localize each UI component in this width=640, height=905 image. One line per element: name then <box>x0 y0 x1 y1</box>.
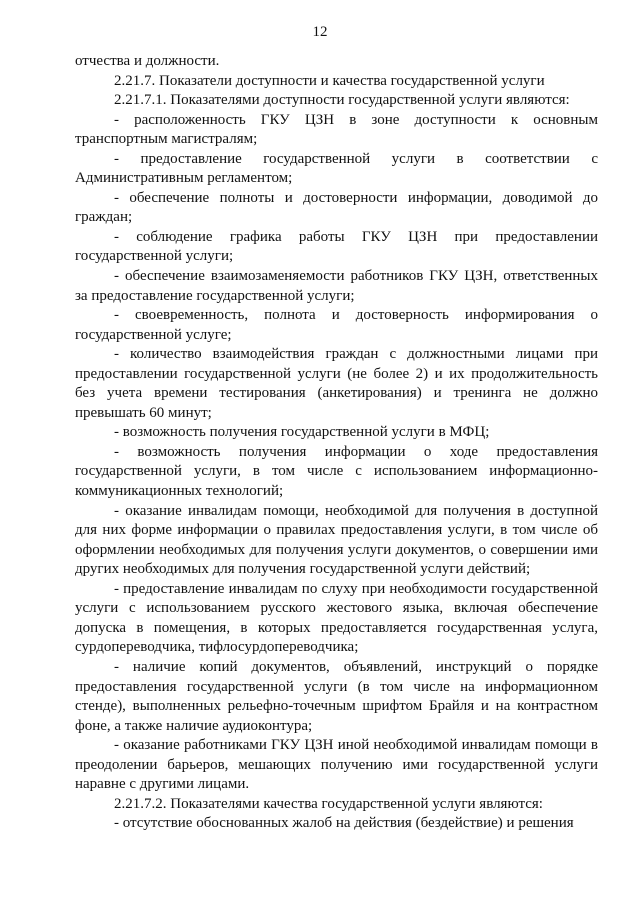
subsection-heading-2-21-7-1: 2.21.7.1. Показателями доступности государственной услуги являются: <box>114 92 570 109</box>
paragraph-continuation: отчества и должности. <box>75 53 220 69</box>
list-item: - соблюдение графика работы ГКУ ЦЗН при предоставлении государственной услуги; <box>75 228 598 265</box>
page-number: 12 <box>312 24 328 40</box>
section-heading-2-21-7: 2.21.7. Показатели доступности и качества государственной услуги <box>114 72 545 89</box>
list-item: - расположенность ГКУ ЦЗН в зоне доступности к основным транспортным магистралям; <box>75 111 598 148</box>
list-item: - обеспечение полноты и достоверности информации, доводимой до граждан; <box>75 189 598 226</box>
list-item: - своевременность, полнота и достоверность информирования о государственной услуге; <box>75 307 598 343</box>
list-item: - оказание инвалидам помощи, необходимой для получения в доступной для них форме информации о правилах предоставления услуги, в том числе об оформлении необходимых для получения услуги документов, о совершении ими других необходимых для получения государственной услуги действий; <box>75 502 598 578</box>
list-item: - предоставление инвалидам по слуху при необходимости государственной услуги с использованием русского жестового языка, включая обеспечение допуска в помещения, в которых предоставляется государственная услуга, сурдопереводчика, тифлосурдопереводчика; <box>75 580 598 656</box>
list-item: - отсутствие обоснованных жалоб на действия (бездействие) и решения <box>114 815 574 832</box>
list-item: - возможность получения информации о ходе предоставления государственной услуги, в том числе с использованием информационно-коммуникационных технологий; <box>75 443 598 500</box>
list-item: - возможность получения государственной услуги в МФЦ; <box>114 424 490 441</box>
list-item: - количество взаимодействия граждан с должностными лицами при предоставлении государственной услуги (не более 2) и их продолжительность без учета времени тестирования (анкетирования) и тренинга не должно превышать 60 минут; <box>75 346 598 421</box>
subsection-heading-2-21-7-2: 2.21.7.2. Показателями качества государственной услуги являются: <box>114 795 543 812</box>
list-item: - предоставление государственной услуги в соответствии с Административным регламентом; <box>75 150 598 187</box>
list-item: - обеспечение взаимозаменяемости работников ГКУ ЦЗН, ответственных за предоставление государственной услуги; <box>75 268 598 304</box>
list-item: - наличие копий документов, объявлений, инструкций о порядке предоставления государственной услуги (в том числе на информационном стенде), выполненных рельефно-точечным шрифтом Брайля и на контрастном фоне, а также наличие аудиоконтура; <box>75 658 598 734</box>
list-item: - оказание работниками ГКУ ЦЗН иной необходимой инвалидам помощи в преодолении барьеров, мешающих получению ими государственной услуги наравне с другими лицами. <box>75 737 598 793</box>
document-body <box>75 52 598 834</box>
